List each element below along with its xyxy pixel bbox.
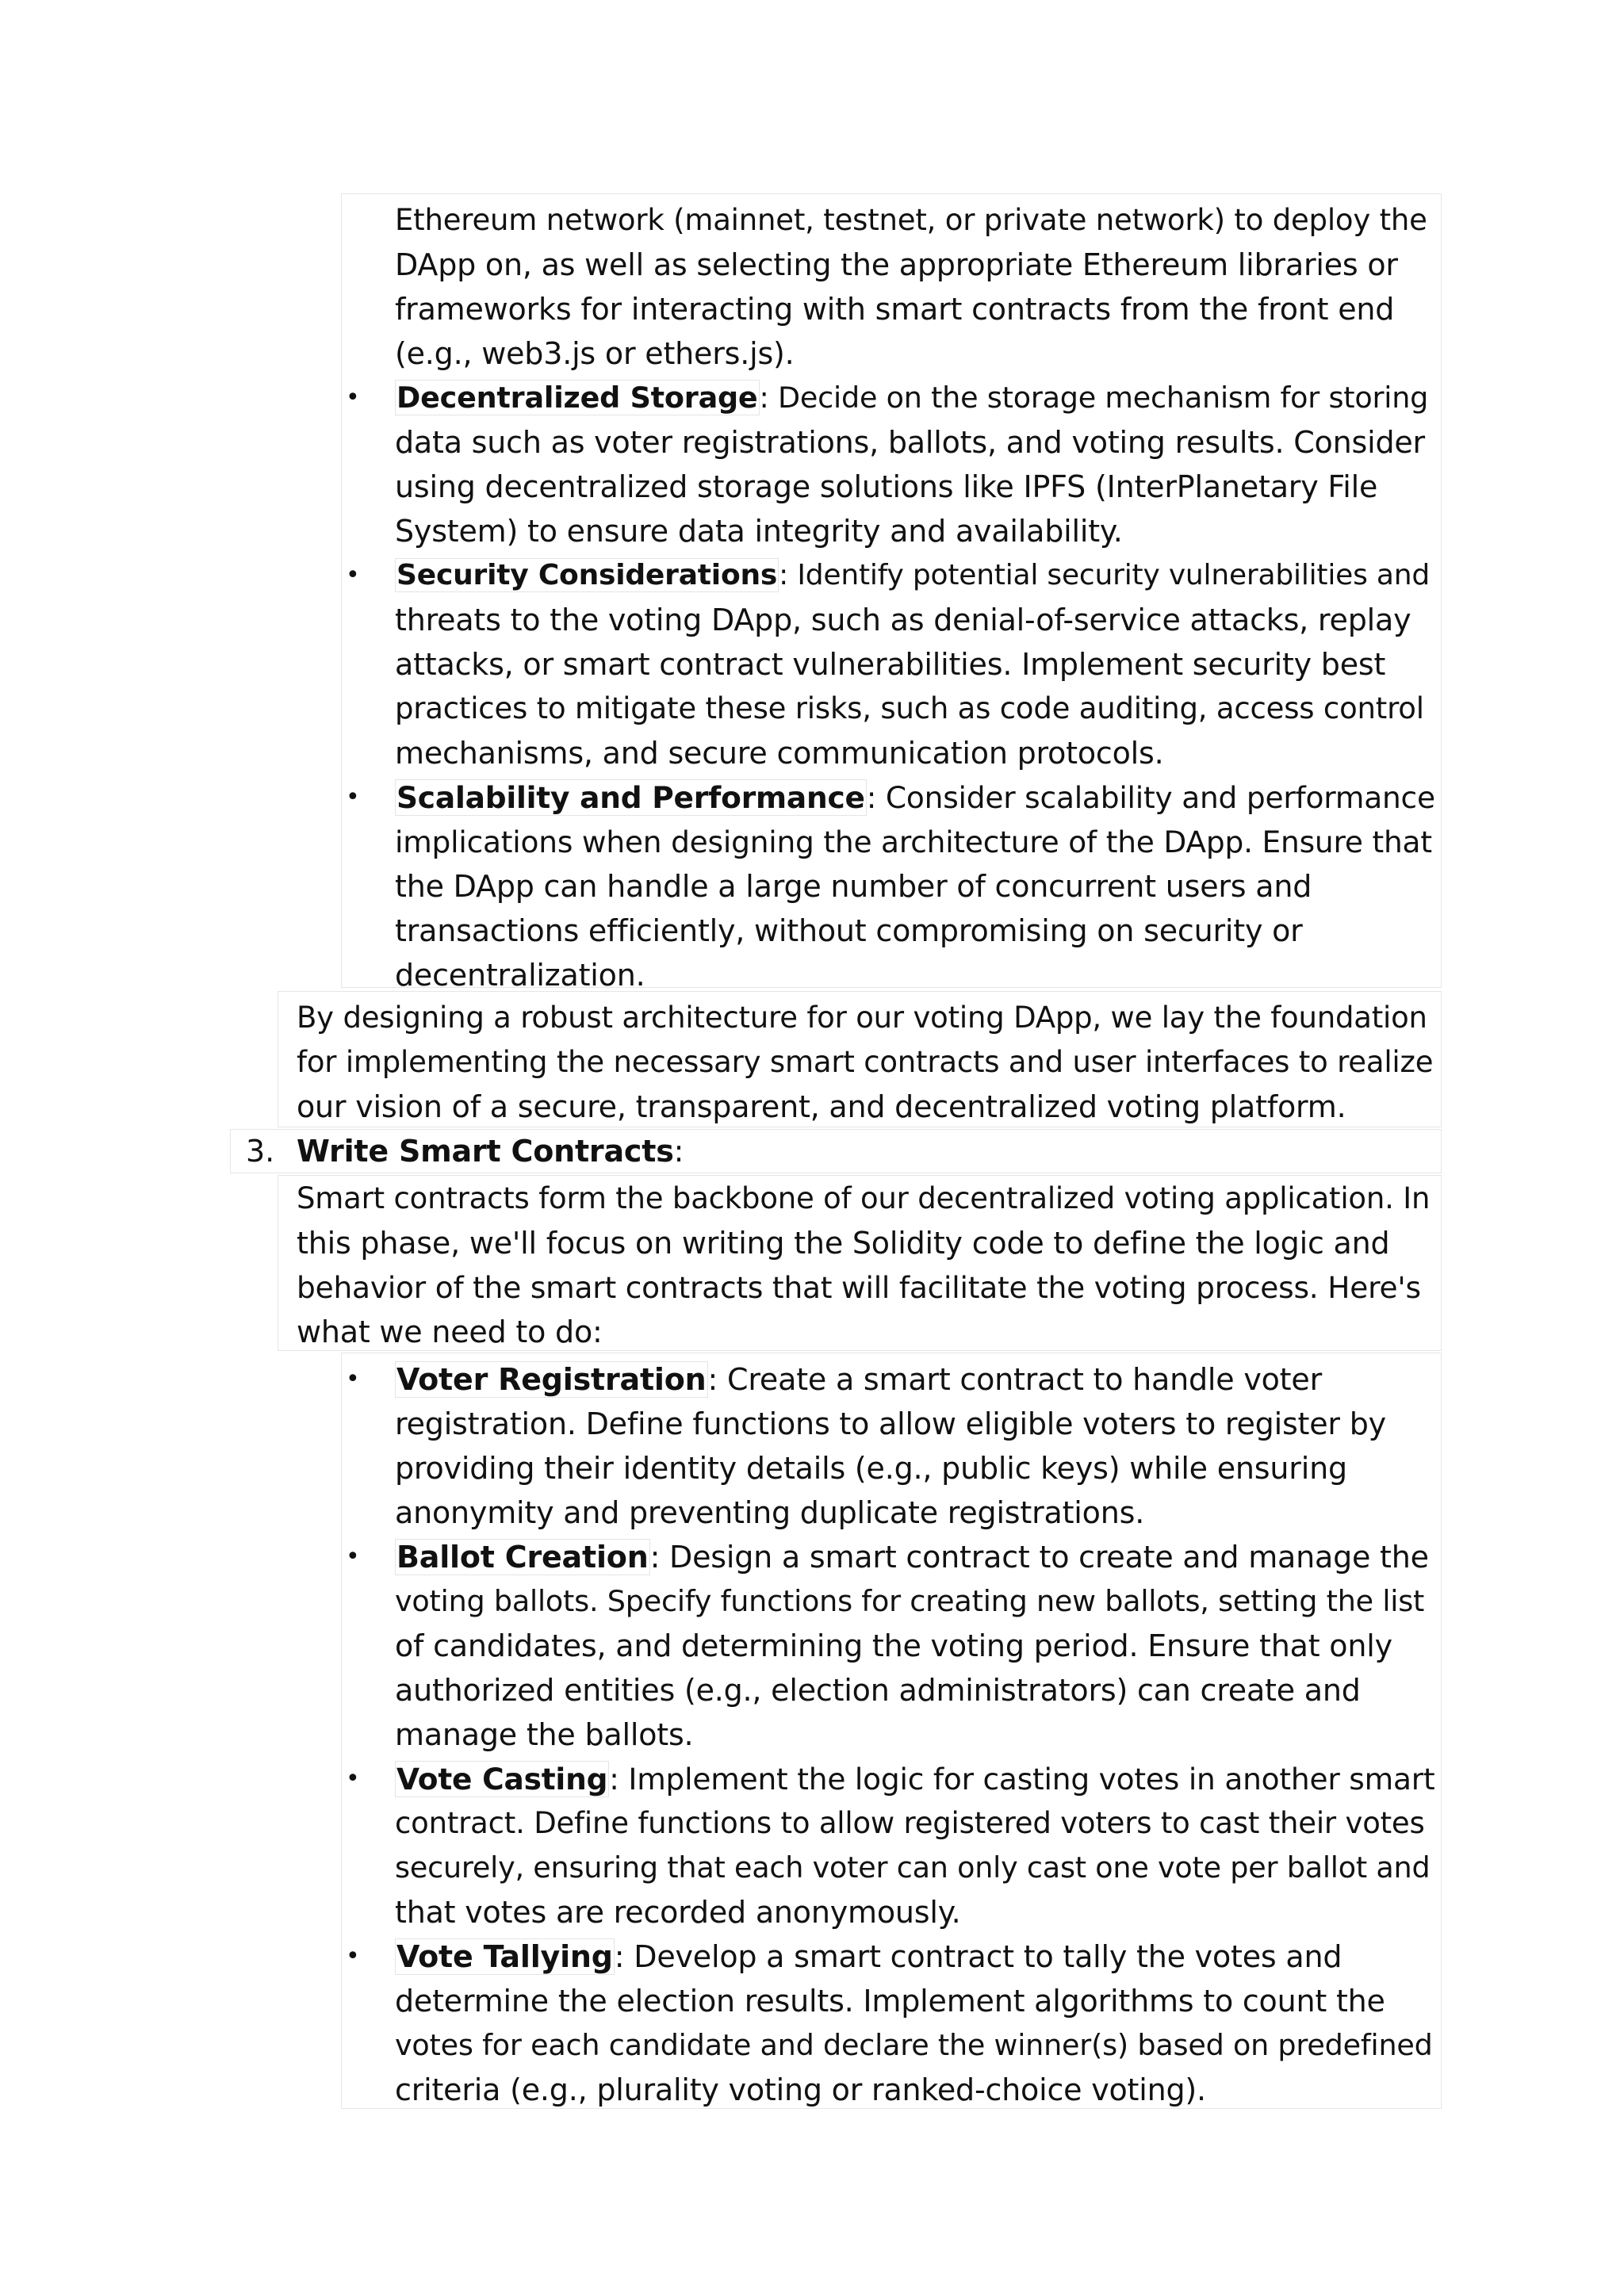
list-item-line: attacks, or smart contract vulnerabilities. Implement security best bbox=[395, 647, 1386, 682]
list-item-text: : Consider scalability and performance bbox=[866, 780, 1435, 815]
bullet-glyph: • bbox=[346, 783, 360, 811]
term-security-considerations: Security Considerations bbox=[396, 559, 778, 591]
list-item-line: anonymity and preventing duplicate registrations. bbox=[395, 1495, 1145, 1530]
summary-line: for implementing the necessary smart contracts and user interfaces to realize bbox=[297, 1045, 1434, 1079]
list-item-first-line bbox=[395, 376, 1428, 420]
list-item-line: mechanisms, and secure communication protocols. bbox=[395, 736, 1164, 771]
bullet-glyph: • bbox=[346, 384, 360, 411]
bullet-glyph: • bbox=[346, 561, 360, 589]
list-item-first-line bbox=[395, 1357, 1322, 1402]
list-item-text: : Design a smart contract to create and manage the bbox=[649, 1540, 1429, 1575]
step-title-colon: : bbox=[673, 1134, 684, 1169]
term-vote-casting: Vote Casting bbox=[396, 1762, 608, 1797]
list-item-text: : Decide on the storage mechanism for storing bbox=[759, 381, 1429, 415]
list-item-line: of candidates, and determining the voting period. Ensure that only bbox=[395, 1628, 1392, 1663]
list-item-line: transactions efficiently, without compromising on security or bbox=[395, 913, 1303, 948]
list-item-line: practices to mitigate these risks, such as code auditing, access control bbox=[395, 691, 1424, 725]
list-item-text: : Develop a smart contract to tally the votes and bbox=[614, 1939, 1342, 1974]
list-item-first-line bbox=[395, 553, 1430, 598]
term-vote-tallying: Vote Tallying bbox=[396, 1939, 613, 1974]
list-item-line: that votes are recorded anonymously. bbox=[395, 1895, 961, 1930]
list-item-text: : Create a smart contract to handle voter bbox=[707, 1362, 1322, 1397]
bullet-glyph: • bbox=[346, 1365, 360, 1393]
list-item-first-line bbox=[395, 775, 1435, 820]
summary-line: our vision of a secure, transparent, and decentralized voting platform. bbox=[297, 1089, 1346, 1124]
list-item-line: the DApp can handle a large number of concurrent users and bbox=[395, 869, 1312, 904]
list-item-line: votes for each candidate and declare the winner(s) based on predefined bbox=[395, 2028, 1433, 2062]
intro-line: behavior of the smart contracts that will facilitate the voting process. Here's bbox=[297, 1270, 1421, 1305]
list-item-line: securely, ensuring that each voter can only cast one vote per ballot and bbox=[395, 1850, 1431, 1885]
intro-line: what we need to do: bbox=[297, 1314, 603, 1349]
list-item-line: registration. Define functions to allow eligible voters to register by bbox=[395, 1406, 1386, 1441]
list-item-line: determine the election results. Implement algorithms to count the bbox=[395, 1984, 1385, 2019]
continuation-line: DApp on, as well as selecting the appropriate Ethereum libraries or bbox=[395, 247, 1398, 282]
list-item-line: voting ballots. Specify functions for creating new ballots, setting the list bbox=[395, 1584, 1425, 1618]
continuation-line: (e.g., web3.js or ethers.js). bbox=[395, 336, 795, 371]
list-item-first-line bbox=[395, 1757, 1434, 1801]
bullet-glyph: • bbox=[346, 1543, 360, 1571]
continuation-line: Ethereum network (mainnet, testnet, or private network) to deploy the bbox=[395, 203, 1427, 237]
list-item-text: : Implement the logic for casting votes in another smart bbox=[609, 1762, 1435, 1797]
intro-line: Smart contracts form the backbone of our decentralized voting application. In bbox=[297, 1181, 1431, 1215]
term-decentralized-storage: Decentralized Storage bbox=[396, 381, 758, 415]
list-item-line: manage the ballots. bbox=[395, 1717, 694, 1752]
list-item-line: authorized entities (e.g., election administrators) can create and bbox=[395, 1673, 1361, 1708]
list-item-text: : Identify potential security vulnerabilities and bbox=[779, 559, 1431, 591]
intro-line: this phase, we'll focus on writing the Solidity code to define the logic and bbox=[297, 1226, 1390, 1261]
list-item-line: data such as voter registrations, ballots, and voting results. Consider bbox=[395, 425, 1425, 460]
summary-line: By designing a robust architecture for our voting DApp, we lay the foundation bbox=[297, 1001, 1427, 1035]
list-item-line: decentralization. bbox=[395, 958, 645, 993]
list-item-line: implications when designing the architecture of the DApp. Ensure that bbox=[395, 825, 1432, 859]
bullet-glyph: • bbox=[346, 1942, 360, 1970]
bullet-glyph: • bbox=[346, 1765, 360, 1793]
list-item-line: criteria (e.g., plurality voting or ranked-choice voting). bbox=[395, 2072, 1206, 2107]
continuation-line: frameworks for interacting with smart contracts from the front end bbox=[395, 292, 1395, 327]
term-scalability-performance: Scalability and Performance bbox=[396, 780, 865, 815]
list-item-line: using decentralized storage solutions like IPFS (InterPlanetary File bbox=[395, 469, 1378, 504]
list-item-first-line bbox=[395, 1535, 1429, 1579]
list-item-line: System) to ensure data integrity and availability. bbox=[395, 514, 1123, 549]
list-item-line: providing their identity details (e.g., public keys) while ensuring bbox=[395, 1451, 1347, 1486]
step-heading bbox=[297, 1129, 684, 1173]
step-title: Write Smart Contracts bbox=[297, 1134, 674, 1169]
list-item-line: contract. Define functions to allow registered voters to cast their votes bbox=[395, 1806, 1425, 1840]
step-number: 3. bbox=[246, 1134, 275, 1169]
list-item-first-line bbox=[395, 1934, 1342, 1979]
term-voter-registration: Voter Registration bbox=[396, 1362, 707, 1397]
term-ballot-creation: Ballot Creation bbox=[396, 1540, 649, 1575]
list-item-line: threats to the voting DApp, such as denial-of-service attacks, replay bbox=[395, 603, 1411, 637]
